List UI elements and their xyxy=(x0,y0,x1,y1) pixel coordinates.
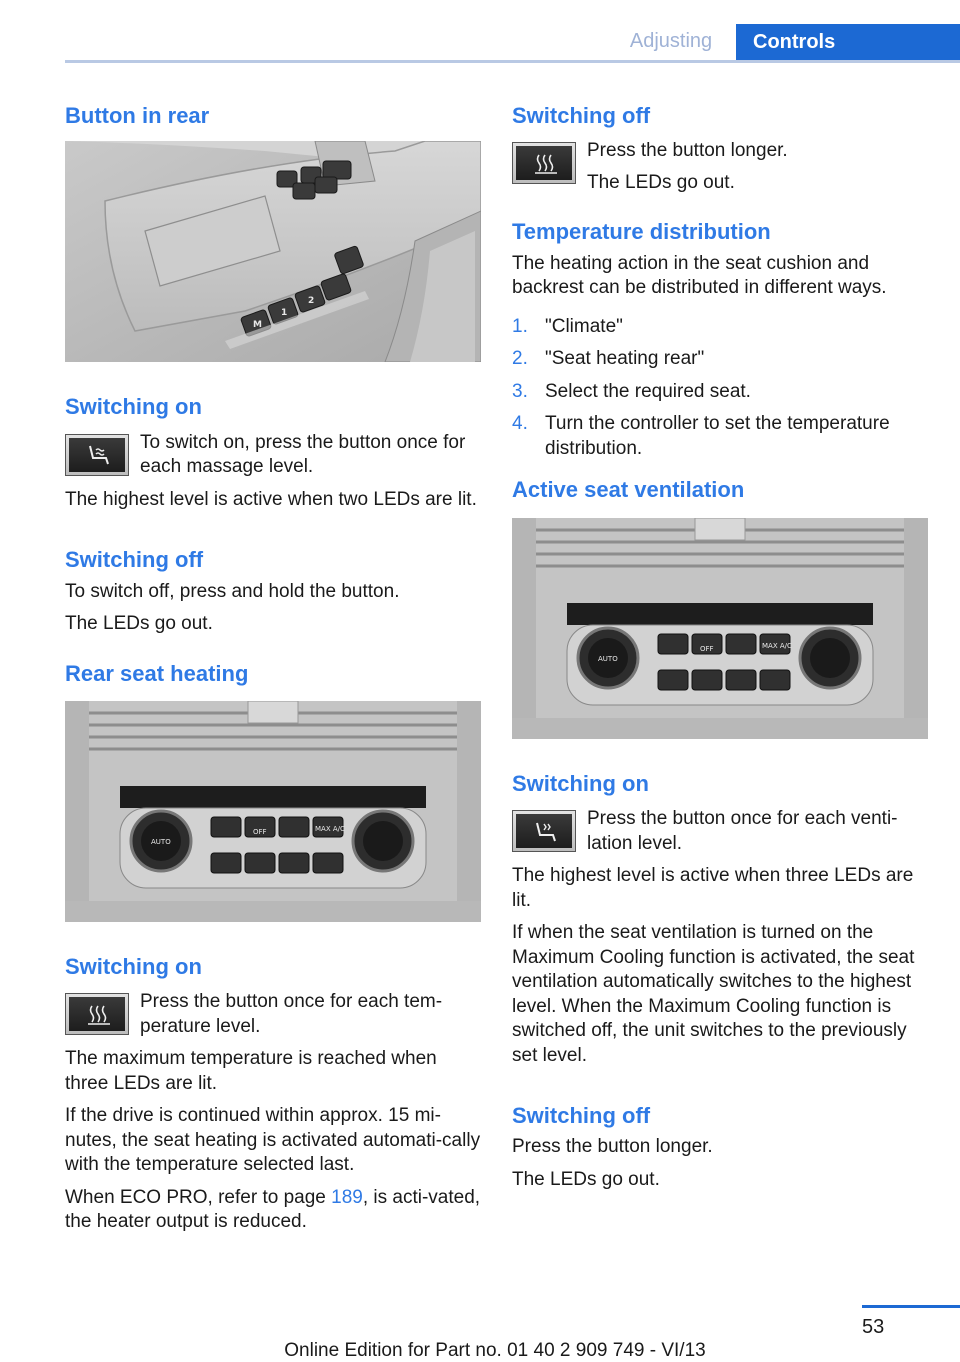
seat-heating-icon xyxy=(512,142,576,184)
photo-label-1: 1 xyxy=(281,308,288,319)
heading-switching-off-right-2: Switching off xyxy=(512,1103,651,1129)
switching-on-2-note3: When ECO PRO, refer to page 189, is acti-vated, the heater output is reduced. xyxy=(65,1186,481,1233)
switching-on-right-text: Press the button once for each venti-lation level. xyxy=(587,808,898,854)
header-chapter-tab: Controls xyxy=(736,24,960,63)
heading-switching-on-2: Switching on xyxy=(65,954,202,980)
list-item: 1. "Climate" xyxy=(512,315,623,337)
page-link-189[interactable]: 189 xyxy=(331,1186,363,1208)
ventilation-panel-photo xyxy=(512,518,928,739)
list-item: 2. "Seat heating rear" xyxy=(512,348,705,370)
header-section-label: Adjusting xyxy=(629,30,713,52)
panel-label-auto: AUTO xyxy=(151,838,171,847)
switching-off-note: The LEDs go out. xyxy=(65,613,213,635)
page-number: 53 xyxy=(862,1316,885,1338)
switching-off-right-text1: Press the button longer. xyxy=(587,140,788,162)
list-item: 3. Select the required seat. xyxy=(512,380,751,402)
right-column xyxy=(512,100,928,1192)
switching-off-right-2-text2: The LEDs go out. xyxy=(512,1168,660,1190)
switching-on-note: The highest level is active when two LEDs are lit. xyxy=(65,488,477,510)
panel-label-auto: AUTO xyxy=(598,654,618,663)
photo-label-2: 2 xyxy=(308,296,315,307)
switching-on-right-note1: The highest level is active when three LEDs are lit. xyxy=(512,865,914,911)
heading-temperature-distribution: Temperature distribution xyxy=(512,219,771,245)
switching-on-right-note2: If when the seat ventilation is turned on the Maximum Cooling function is activated, the seat ventilation automatically switches to the highest level. When the Maximum Cooling function is switched off, the unit switches to the previously set level. xyxy=(512,922,915,1066)
heading-button-in-rear: Button in rear xyxy=(65,103,210,128)
heading-rear-seat-heating: Rear seat heating xyxy=(65,660,249,686)
switching-on-2-note1: The maximum temperature is reached when three LEDs are lit. xyxy=(65,1048,437,1094)
switching-off-right-text2: The LEDs go out. xyxy=(587,171,735,193)
temperature-steps-list xyxy=(512,315,928,462)
panel-label-max: MAX A/C xyxy=(762,641,792,650)
temperature-distribution-text: The heating action in the seat cushion and backrest can be distributed in different ways. xyxy=(512,252,887,299)
switching-off-right-2-text1: Press the button longer. xyxy=(512,1136,713,1158)
photo-label-m: M xyxy=(253,320,262,331)
panel-label-off: OFF xyxy=(253,828,267,837)
heading-switching-on-right: Switching on xyxy=(512,770,649,796)
footer-rule xyxy=(862,1305,960,1308)
panel-label-max: MAX A/C xyxy=(315,825,345,834)
switching-on-text: To switch on, press the button once for each massage level. xyxy=(140,431,466,478)
header-rule xyxy=(65,60,960,63)
heading-switching-off: Switching off xyxy=(65,547,204,573)
left-column xyxy=(65,100,481,1235)
heading-active-seat-ventilation: Active seat ventilation xyxy=(512,477,745,503)
door-buttons-photo xyxy=(65,141,481,362)
panel-label-off: OFF xyxy=(700,644,714,653)
seat-ventilation-icon xyxy=(512,810,576,852)
switching-on-2-note2: If the drive is continued within approx. 15 mi-nutes, the seat heating is activated automati-cally with the temperature selected last. xyxy=(65,1105,481,1176)
heading-switching-off-right: Switching off xyxy=(512,103,651,128)
switching-off-text: To switch off, press and hold the button. xyxy=(65,580,400,602)
rear-climate-panel-photo xyxy=(65,701,481,922)
footer-edition: Online Edition for Part no. 01 40 2 909 749 - VI/13 xyxy=(284,1340,706,1361)
heading-switching-on: Switching on xyxy=(65,394,202,420)
massage-seat-icon xyxy=(65,434,129,476)
list-item: 4. Turn the controller to set the temperature distribution. xyxy=(512,413,890,459)
seat-heating-icon xyxy=(65,993,129,1035)
switching-on-2-text: Press the button once for each tem-perature level. xyxy=(140,991,443,1037)
